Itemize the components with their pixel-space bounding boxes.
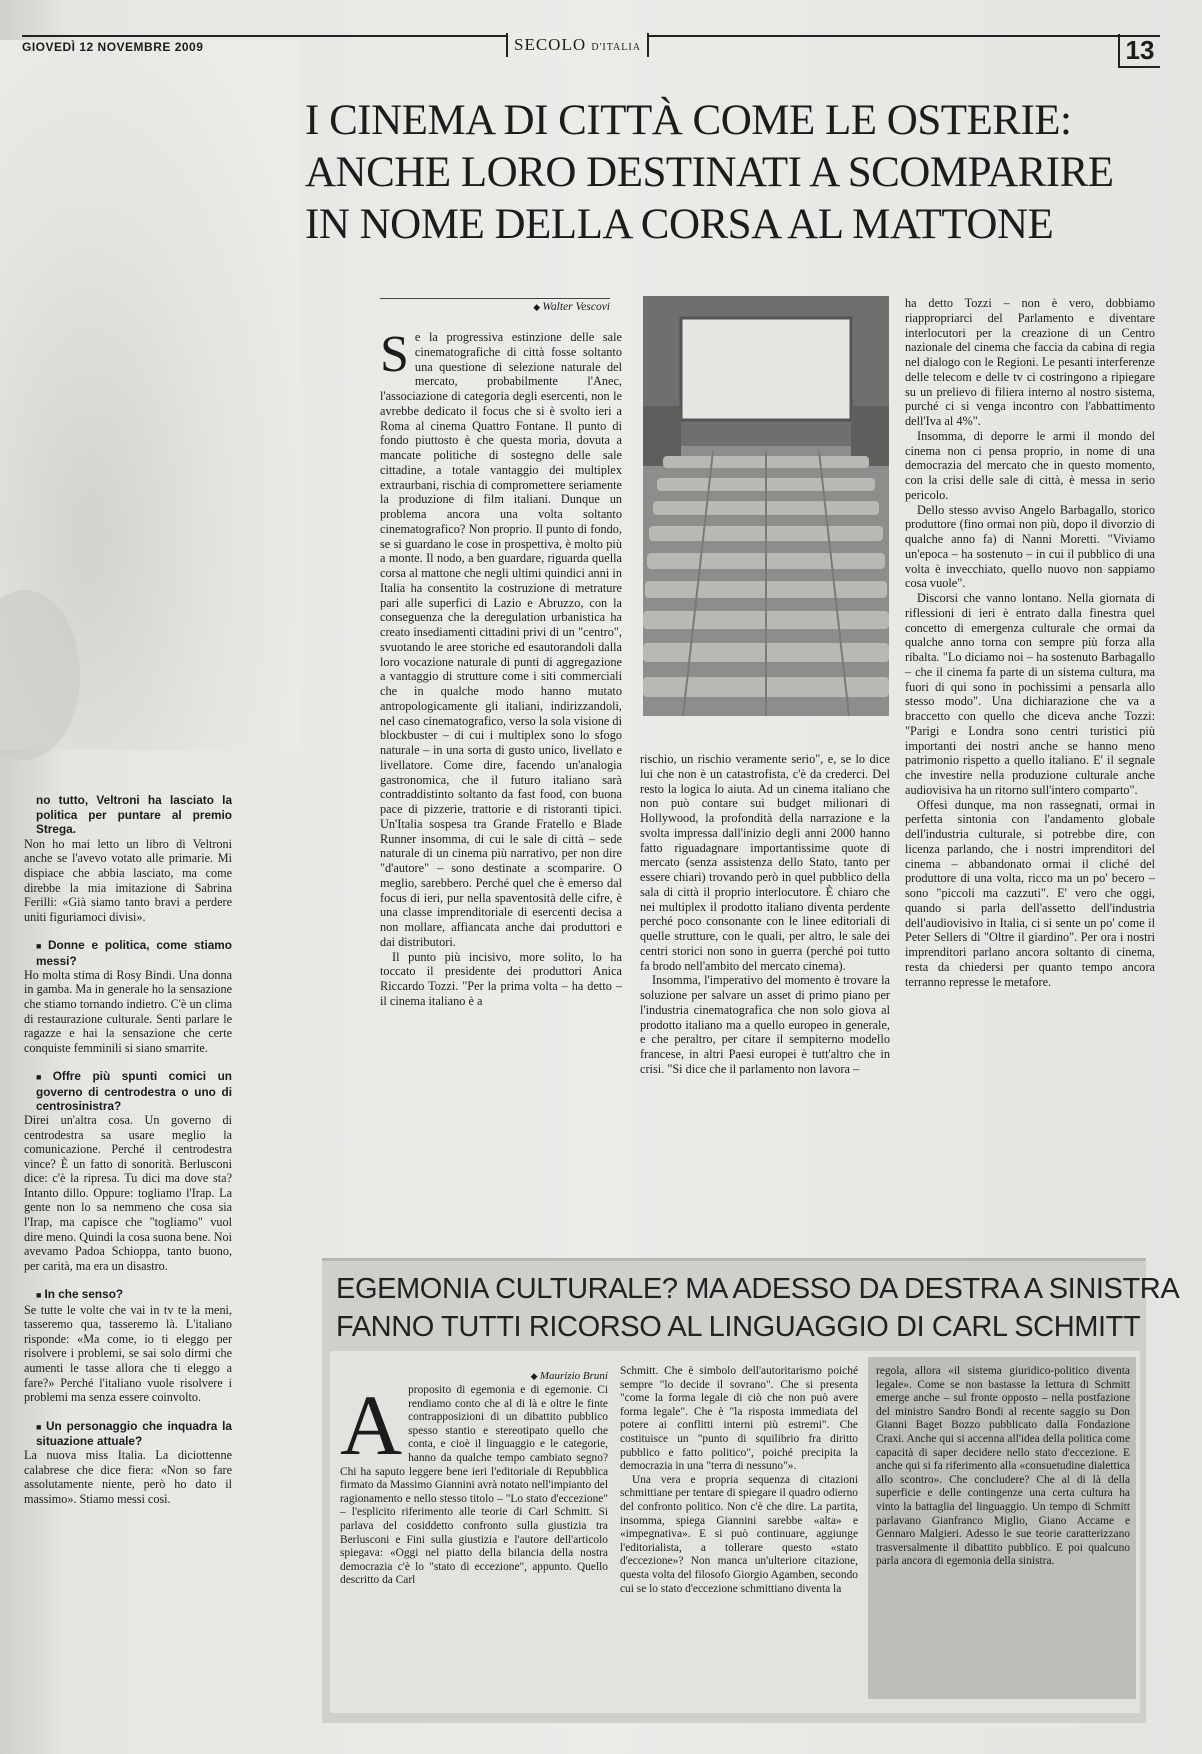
article-byline xyxy=(380,298,610,313)
box-column-1 xyxy=(340,1377,608,1588)
cinema-hall-photo xyxy=(643,296,889,716)
article-headline xyxy=(305,95,1165,251)
article-paragraph: Discorsi che vanno lontano. Nella giornata di riflessioni di ieri è entrato dalla finestra quel concetto di emergenza culturale che ormai da qualche anno torna con sempre più forza alla ribalta. "Lo diciamo noi – ha sostenuto Barbagallo – che il cinema fa parte di un sistema cultura, ma fuori di qui sono in pochissimi a pensarla allo stesso modo". Una dichiarazione che va a braccetto con quello che diceva anche Tozzi: "Parigi e Londra sono centri turistici più importanti dei nostri anche se hanno meno patrimonio rispetto a quello italiano. E' il segnale che investire nella produzione culturale anche audiovisiva ha un ritorno sull'intero comparto". xyxy=(905,591,1155,797)
box-column-3 xyxy=(876,1365,1130,1569)
paragraph-text: e la progressiva estinzione delle sale cinematografiche di città fosse soltanto una questione di selezione naturale del mercato, probabilmente l'Anec, l'associazione di categoria degli esercenti, non le avrebbe dedicato il focus che si è svolto ieri a Roma al cinema Quattro Fontane. Il punto di fondo piuttosto è che questa morìa, dovuta a mancate politiche di sostegno delle sale cittadine, a totale vantaggio dei multiplex extraurbani, rischia di compromettere seriamente la produzione di film italiani. Dunque un problema ancora una volta soltanto cinematografico? Non proprio. Il punto di fondo, se si guardano le cose in prospettiva, è molto più a monte. Il nodo, a ben guardare, riguarda quella corsa al mattone che negli ultimi quindici anni in Italia ha consentito la costruzione di metrature pari alle superfici di Lazio e Abruzzo, con la conseguenza che la deregulation urbanistica ha creato insediamenti cittadini privi di un "centro", svuotando le aree storiche ed esautorandoli dalla loro vocazione naturale di punti di aggregazione a vantaggio di strutture come i siti commerciali che in qualche modo hanno mutato antropologicamente gli italiani, indirizzandoli, nel caso cinematografico, verso la sola visione di blockbuster – di cui i multiplex sono lo sfogo naturale – in una sorta di gusto unico, livellato e livellatore. Come dire, facendo un'analogia gastronomica, che il futuro italiano sarà contraddistinto soltanto da fast food, con buona pace di pizzerie, trattorie e di ristoranti tipici. Un'Italia sospesa tra Grande Fratello e Blade Runner insomma, di cui le sale di città – sede naturale di un cinema più narrativo, per non dire "d'autore" – sono destinate a scomparire. O meglio, sarebbero. Perché quel che è emerso dal focus di ieri, pur nella spaventosità delle cifre, è una classe imprenditoriale di esercenti decisa a non mollare, affiancata anche dai produttori e dai distributori. xyxy=(380,330,622,949)
question-text: Offre più spunti comici un governo di centrodestra o uno di centrosinistra? xyxy=(36,1069,232,1113)
headline-line: ANCHE LORO DESTINATI A SCOMPARIRE xyxy=(305,149,1114,196)
box-column-2 xyxy=(620,1365,858,1596)
article-column-1 xyxy=(380,326,622,1009)
box-dropcap: A xyxy=(340,1377,403,1473)
question-text: In che senso? xyxy=(44,1287,124,1302)
interview-answer: La nuova miss Italia. La diciottenne calabrese che dice fiera: «Non so fare assolutamente niente, però ho dato il massimo». Stiamo messi così. xyxy=(24,1448,232,1506)
square-bullet-icon: ■ xyxy=(36,1072,50,1083)
paragraph-text: proposito di egemonia e di egemonie. Ci rendiamo conto che al di là e oltre le finte contrapposizioni di un dibattito pubblico spesso stantio e stereotipato quello che conta, e cioè il linguaggio e le categorie, hanno da qualche tempo cambiato segno? Chi ha saputo leggere bene ieri l'editoriale di Repubblica firmato da Massimo Giannini avrà notato nell'impianto del ragionamento e nello stesso titolo – "Lo stato d'eccezione" – l'esplicito riferimento alle teorie di Carl Schmitt. Si parlava del cosiddetto confronto sulla giustizia tra Berlusconi e Fini sulla giustizia e l'autore dell'articolo spiegava: «Oggi nel piatto della bilancia della nostra democrazia c'è lo "stato di eccezione", appunto. Quello descritto da Carl xyxy=(340,1384,608,1587)
square-bullet-icon: ■ xyxy=(36,1290,42,1301)
byline-name: Maurizio Bruni xyxy=(539,1370,608,1382)
question-text: Un personaggio che inquadra la situazione attuale? xyxy=(36,1418,232,1449)
box-paragraph: Una vera e propria sequenza di citazioni schmittiane per tentare di spiegare il quadro odierno del confronto politico. Non c'è che dire. La partita, insomma, spiega Giannini sarebbe «alta» e «impegnativa». E si può continuare, aggiunge l'editorialista, a tollerare questo «stato d'eccezione»? Non manca un'ulteriore citazione, questa volta del filosofo Giorgio Agamben, secondo cui se lo stato d'eccezione schmittiano diventa la xyxy=(620,1473,858,1595)
article-dropcap: S xyxy=(380,326,409,383)
interview-answer: Direi un'altra cosa. Un governo di centrodestra sa usare meglio la comunicazione. Perché il centrodestra vince? È un fatto di sonorità. Berlusconi dice: c'è la ripresa. Tu dici ma dove sta? Intanto dillo. Oppure: togliamo l'Irap. La gente non lo sa nemmeno che cosa sia l'Irap, ma capisce che "togliamo" vuol dire meno. Quindi la cosa suona bene. Noi avevamo Padoa Schioppa, tanto buono, per carità, ma era un disastro. xyxy=(24,1112,232,1273)
article-paragraph xyxy=(380,326,622,950)
box-headline-line: FANNO TUTTI RICORSO AL LINGUAGGIO DI CARL SCHMITT xyxy=(336,1311,1141,1343)
article-column-2 xyxy=(640,752,890,1077)
interview-question xyxy=(24,938,232,967)
box-headline-line: EGEMONIA CULTURALE? MA ADESSO DA DESTRA A SINISTRA xyxy=(336,1273,1180,1305)
article-paragraph: Il punto più incisivo, more solito, lo ha toccato il presidente dei produttori Anica Riccardo Tozzi. "Per la prima volta – ha detto – il cinema italiano è a xyxy=(380,949,622,1008)
interview-answer: Non ho mai letto un libro di Veltroni anche se l'avevo votato alle primarie. Mi dispiace che abbia lasciato, ma come direbbe la mia imitazione di Sabrina Ferilli: «Già siamo tanto bravi a perdere uniti figuriamoci divisi». xyxy=(24,836,232,924)
box-paragraph: regola, allora «il sistema giuridico-politico diventa legale». Come se non bastasse la lettura di Schmitt emerge anche – sul fronte opposto – nella postfazione del ministro Sandro Bondi al recente saggio su Don Gianni Baget Bozzo pubblicato dalla Fondazione Craxi. Anche qui si accenna all'idea della politica come capacità di saper decidere nello stato d'eccezione. E anche qui si fa riferimento alla «consuetudine dialettica allo scontro». Che concludere? Che al di là della superficie e delle contingenze una certa cultura ha vinto la battaglia del linguaggio. Un tempo di Schmitt parlavano Gianfranco Miglio, Giano Accame e Gennaro Malgieri. Adesso le sue teorie caratterizzano trasversalmente il dibattito pubblico. E poi qualcuno parla ancora di egemonia della sinistra. xyxy=(876,1365,1130,1568)
interview-question xyxy=(24,1419,232,1448)
article-column-3 xyxy=(905,296,1155,989)
header-date: GIOVEDÌ 12 NOVEMBRE 2009 xyxy=(22,40,204,54)
interview-answer: Se tutte le volte che vai in tv te la meni, tasseremo qua, tasseremo là. L'italiano risponde: «Ma come, io ti eleggo per risolvere i problemi, se sai solo dirmi che aumenti le tasse allora che ti eleggo a fare?» Perché l'italiano vuole risolvere i problemi ma senza essere coinvolto. xyxy=(24,1302,232,1405)
interview-answer: Ho molta stima di Rosy Bindi. Una donna in gamba. Ma in generale ho la sensazione che stiamo tornando indietro. C'è un clima di restaurazione culturale. Senti parlare le ragazze e hai la sensazione che certe conquiste femminili si siano smarrite. xyxy=(24,967,232,1055)
question-text: Donne e politica, come stiamo messi? xyxy=(36,938,232,968)
article-paragraph: Dello stesso avviso Angelo Barbagallo, storico produttore (fino ormai non più, dopo il divorzio di qualche anno fa) di Nanni Moretti. "Viviamo un'epoca – ha sostenuto – in cui il pubblico di una volta è invecchiato, quello nuovo non sappiamo cosa vuole". xyxy=(905,502,1155,591)
box-headline xyxy=(336,1270,1180,1346)
article-paragraph: rischio, un rischio veramente serio", e, se lo dice lui che non è un catastrofista, c'è da crederci. Del resto la logica lo aiuta. Ad un cinema italiano che non può contare sui budget milionari di Hollywood, la profondità della narrazione e la svolta impressa dall'inizio degli anni 2000 hanno fatto riguadagnare importantissime quote di mercato (senza assistenza dello Stato, tanto per essere chiari) trovando però in quel pubblico della sala di città il proprio interlocutore. È chiaro che nei multiplex il prodotto italiano diventa perdente perché poco consonante con le linee editoriali di quelle strutture, con le quali, per altro, le sale dei centri storici non sono in guerra (perché poi tutto fa brodo nell'ambito del mercato cinema). xyxy=(640,752,890,973)
interview-question xyxy=(24,1069,232,1113)
interview-question xyxy=(24,1287,232,1302)
square-bullet-icon: ■ xyxy=(36,941,45,952)
box-paragraph xyxy=(340,1377,608,1588)
interview-column xyxy=(24,793,232,1521)
article-paragraph: ha detto Tozzi – non è vero, dobbiamo riappropriarci del Parlamento e diventare interlocutori per la creazione di un Centro nazionale del cinema che faccia da cabina di regia nel dialogo con le Regioni. Le pesanti interferenze delle telecom e delle tv ci costringono a ripiegare su un prelievo di filiera interno al nostro sistema, purché ci si venga incontro con l'abbattimento dell'Iva al 4%". xyxy=(905,296,1155,428)
logo-sub: D'ITALIA xyxy=(591,42,641,53)
interview-question: no tutto, Veltroni ha lasciato la politica per puntare al premio Strega. xyxy=(36,793,232,837)
headline-line: I CINEMA DI CITTÀ COME LE OSTERIE: xyxy=(305,97,1072,144)
square-bullet-icon: ■ xyxy=(36,1421,44,1432)
article-paragraph: Insomma, l'imperativo del momento è trovare la soluzione per salvare un asset di primo piano per l'industria cinematografica che non solo giova al prodotto italiano ma a quello europeo in generale, e che peraltro, per citare il sempiterno modello francese, in altri Paesi europei è tutt'altro che in crisi. "Si dice che il parlamento non lavora – xyxy=(640,973,890,1076)
cinema-hall-illustration xyxy=(643,296,889,716)
article-paragraph: Insomma, di deporre le armi il mondo del cinema non ci pensa proprio, in nome di una democrazia del mercato che in questo momento, con la crisi delle sale di città, è messa in serio pericolo. xyxy=(905,428,1155,502)
box-paragraph: Schmitt. Che è simbolo dell'autoritarismo poiché sempre "lo decide il sovrano". Che si presenta "come la forma legale di ciò che non può avere forma legale". Che è "la risposta immediata del potere ai conflitti interni più estremi". Che costituisce un "punto di squilibrio fra diritto pubblico e fatto politico", poiché precipita la democrazia in una "terra di nessuno"». xyxy=(620,1365,858,1473)
byline-name: Walter Vescovi xyxy=(542,301,610,313)
article-paragraph: Offesi dunque, ma non rassegnati, ormai in perfetta sintonia con l'andamento globale dell'industria culturale, si potrebbe dire, con licenza parlando, che i nostri imprenditori del cinema – abbandonato ormai il cliché del produttore di una volta, ricco ma un po' becero – sono "piccoli ma cazzuti". E' vero che oggi, quando si parla dell'assetto dell'industria dell'audiovisivo in Italia, ci si sente un po' come il Peter Sellers di "Oltre il giardino". Per ora i nostri imprenditori parlano ancora soltanto di cinema, resta da chiedersi per quanto tempo ancora terranno represse le metafore. xyxy=(905,797,1155,989)
newspaper-logo xyxy=(506,33,649,57)
logo-main: SECOLO xyxy=(514,35,587,54)
page-number: 13 xyxy=(1118,34,1160,68)
headline-line: IN NOME DELLA CORSA AL MATTONE xyxy=(305,201,1054,248)
